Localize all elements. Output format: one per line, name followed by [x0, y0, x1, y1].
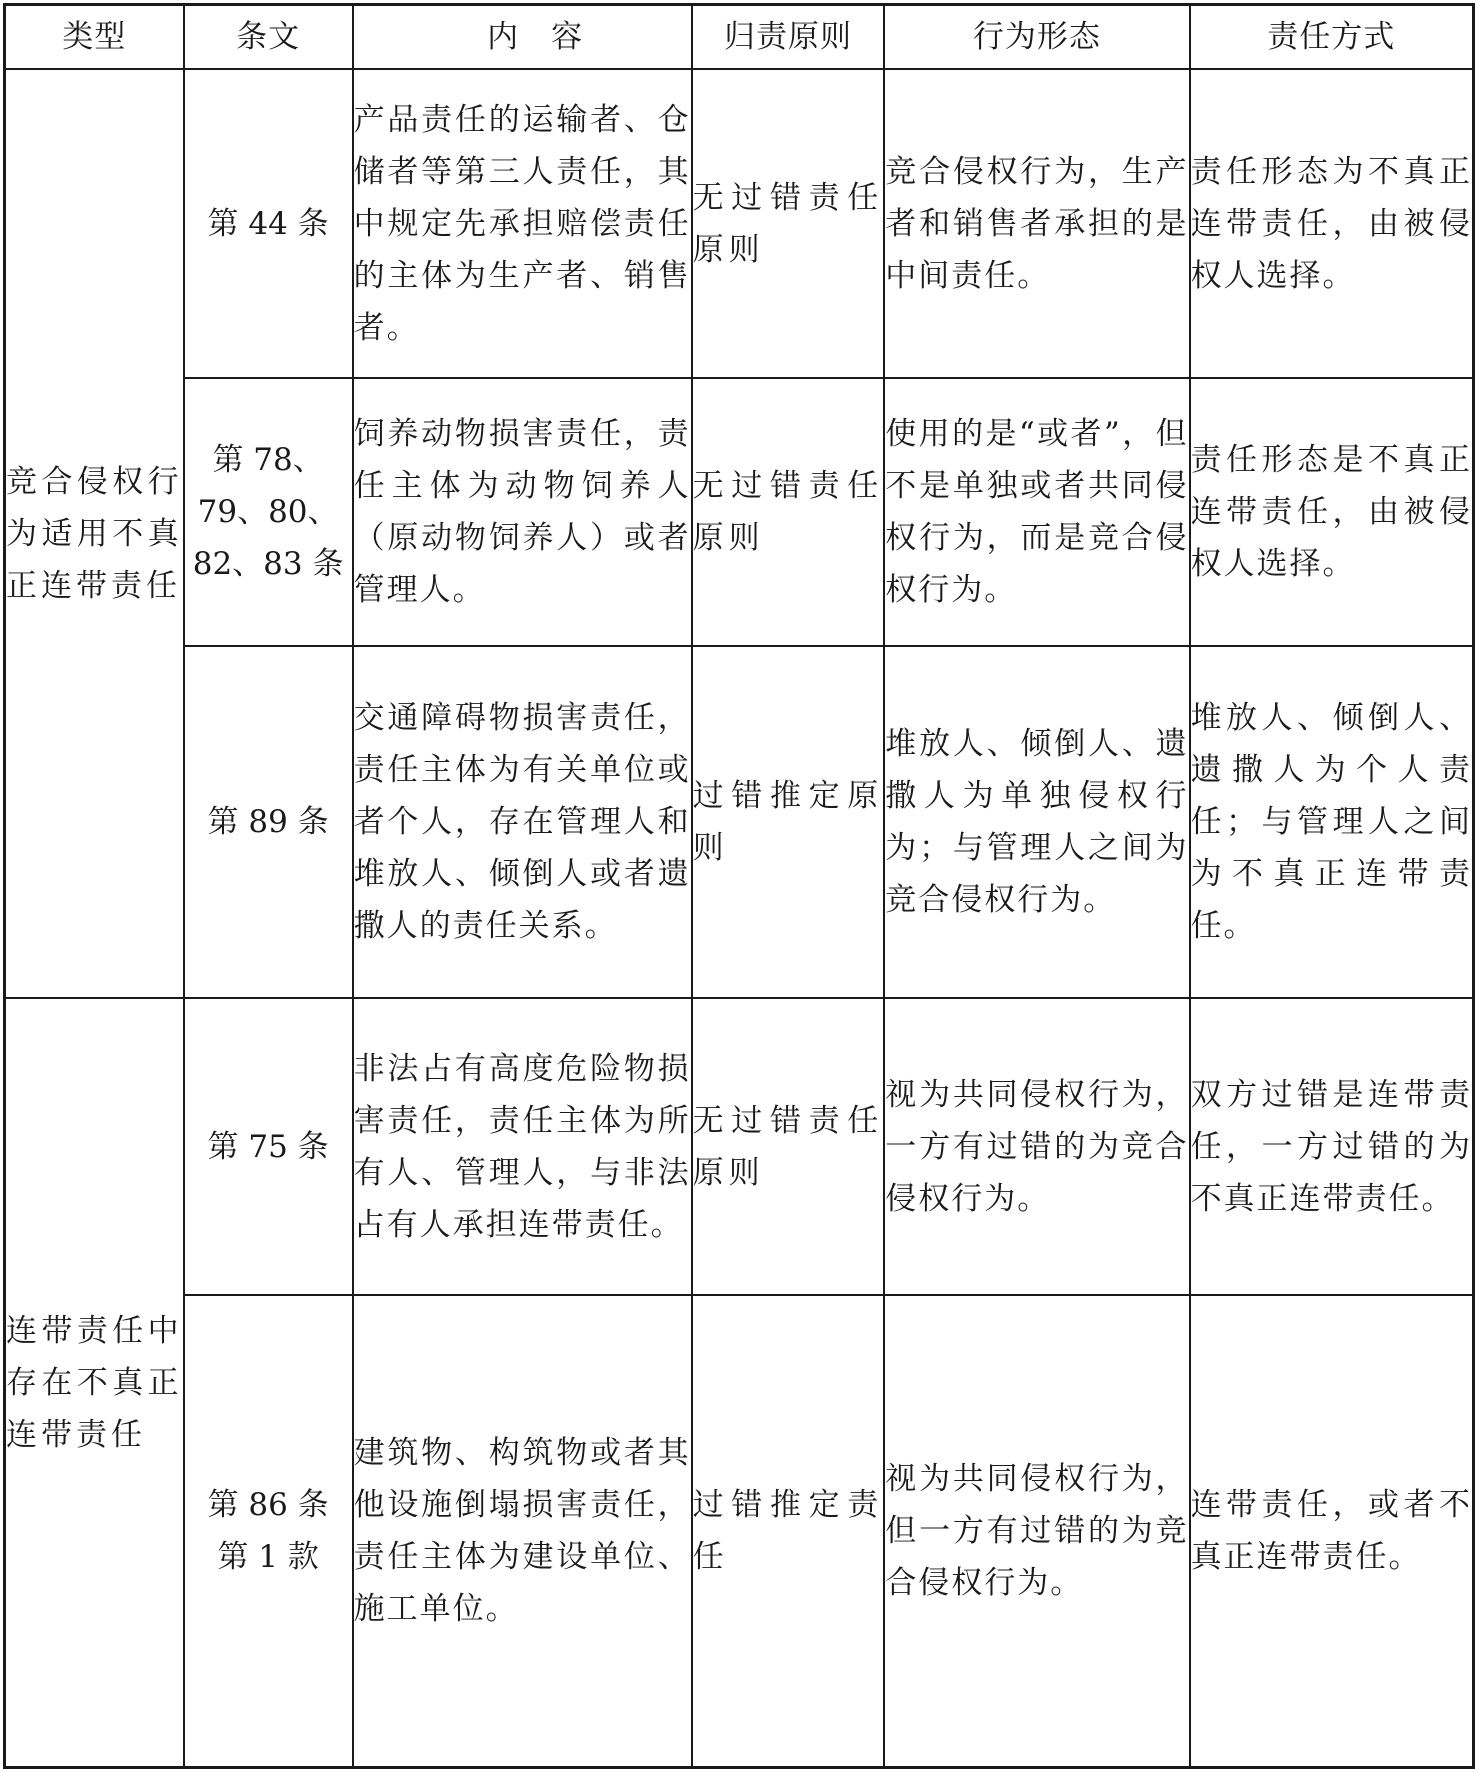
principle-cell: 过错推定责任 — [692, 1295, 885, 1768]
article-cell — [184, 69, 353, 378]
type-cell-competing: 竞合侵权行为适用不真正连带责任 — [5, 69, 184, 998]
liability-mode-cell: 双方过错是连带责任，一方过错的为不真正连带责任。 — [1190, 998, 1474, 1294]
behavior-form-cell: 堆放人、倾倒人、遗撒人为单独侵权行为；与管理人之间为竞合侵权行为。 — [884, 646, 1189, 999]
article-line: 第 44 条 — [207, 205, 329, 242]
article-line: 第 78、 — [212, 442, 324, 479]
header-form: 行为形态 — [884, 5, 1189, 70]
content-cell: 交通障碍物损害责任，责任主体为有关单位或者个人，存在管理人和堆放人、倾倒人或者遗撒人的责任关系。 — [353, 646, 692, 999]
behavior-form-cell: 竞合侵权行为，生产者和销售者承担的是中间责任。 — [884, 69, 1189, 378]
article-cell — [184, 1295, 353, 1768]
article-cell — [184, 378, 353, 645]
article-line: 第 1 款 — [217, 1538, 319, 1575]
principle-cell: 过错推定原则 — [692, 646, 885, 999]
content-cell: 建筑物、构筑物或者其他设施倒塌损害责任，责任主体为建设单位、施工单位。 — [353, 1295, 692, 1768]
principle-cell: 无过错责任原则 — [692, 378, 885, 645]
behavior-form-cell: 视为共同侵权行为，一方有过错的为竞合侵权行为。 — [884, 998, 1189, 1294]
header-article: 条文 — [184, 5, 353, 70]
table-row — [5, 998, 1474, 1294]
article-line: 第 86 条 — [207, 1486, 329, 1523]
header-principle: 归责原则 — [692, 5, 885, 70]
header-content: 内 容 — [353, 5, 692, 70]
article-line: 79、80、 — [197, 494, 339, 531]
behavior-form-cell: 使用的是“或者”，但不是单独或者共同侵权行为，而是竞合侵权行为。 — [884, 378, 1189, 645]
liability-mode-cell: 堆放人、倾倒人、遗撒人为个人责任；与管理人之间为不真正连带责任。 — [1190, 646, 1474, 999]
article-line: 82、83 条 — [192, 546, 344, 583]
content-cell: 产品责任的运输者、仓储者等第三人责任，其中规定先承担赔偿责任的主体为生产者、销售者。 — [353, 69, 692, 378]
content-cell: 饲养动物损害责任，责任主体为动物饲养人（原动物饲养人）或者管理人。 — [353, 378, 692, 645]
header-type: 类型 — [5, 5, 184, 70]
header-row — [5, 5, 1474, 70]
table-row — [5, 646, 1474, 999]
header-mode: 责任方式 — [1190, 5, 1474, 70]
table-row — [5, 69, 1474, 378]
liability-table — [3, 3, 1475, 1769]
table-row — [5, 1295, 1474, 1768]
behavior-form-cell: 视为共同侵权行为，但一方有过错的为竞合侵权行为。 — [884, 1295, 1189, 1768]
liability-mode-cell: 连带责任，或者不真正连带责任。 — [1190, 1295, 1474, 1768]
type-cell-joint: 连带责任中存在不真正连带责任 — [5, 998, 184, 1767]
article-cell — [184, 998, 353, 1294]
liability-mode-cell: 责任形态为不真正连带责任，由被侵权人选择。 — [1190, 69, 1474, 378]
principle-cell: 无过错责任原则 — [692, 69, 885, 378]
article-line: 第 75 条 — [207, 1128, 329, 1165]
article-line: 第 89 条 — [207, 804, 329, 841]
table-row — [5, 378, 1474, 645]
article-cell — [184, 646, 353, 999]
principle-cell: 无过错责任原则 — [692, 998, 885, 1294]
liability-mode-cell: 责任形态是不真正连带责任，由被侵权人选择。 — [1190, 378, 1474, 645]
content-cell: 非法占有高度危险物损害责任，责任主体为所有人、管理人，与非法占有人承担连带责任。 — [353, 998, 692, 1294]
